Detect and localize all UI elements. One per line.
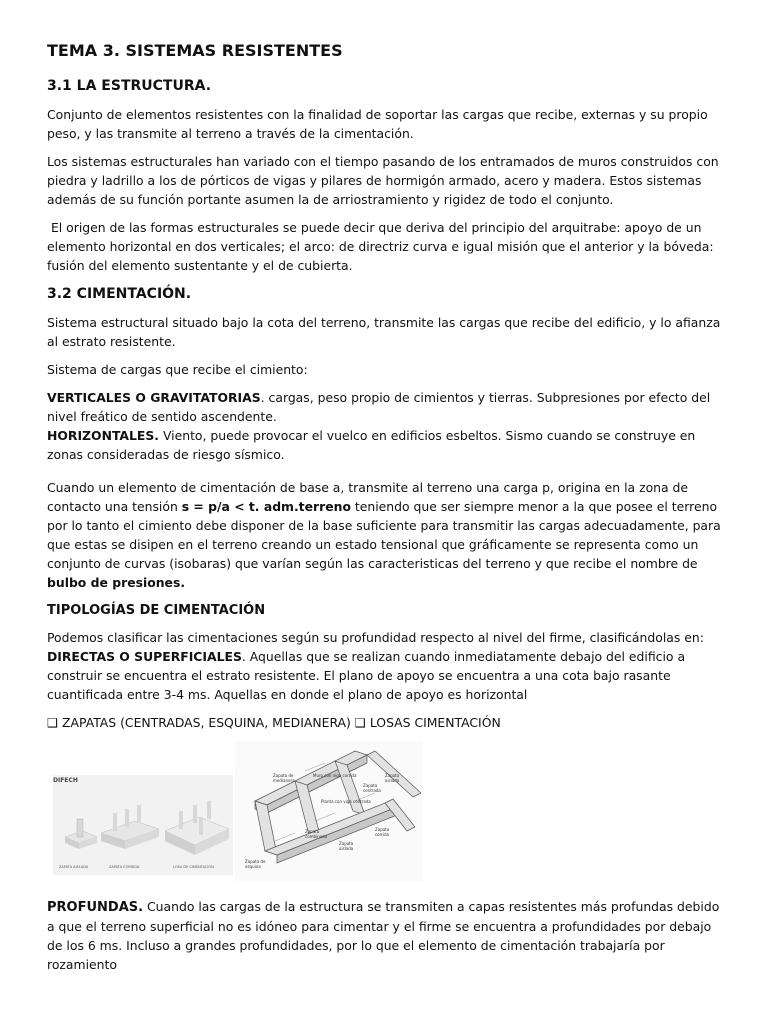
term-directas: DIRECTAS O SUPERFICIALES (47, 649, 242, 664)
svg-text:Zapata: Zapata (363, 783, 378, 788)
paragraph: Podemos clasificar las cimentaciones según su profundidad respecto al nivel del firme, clasificándolas en: (47, 630, 704, 645)
term-horizontales: HORIZONTALES. (47, 428, 160, 443)
paragraph-text: teniendo que ser siempre menor a la que posee el terreno por lo tanto el cimiento debe disponer de la base suficiente para transmitir las cargas adecuadamente, para que estas se disipen en el terreno creando un estado tensional que gráficamente se representa como un conjunto de curvas (isobaras) que varían según las caracteristicas del terreno y que recibe el nombre de (47, 499, 721, 571)
term-profundas: PROFUNDAS. (47, 900, 144, 915)
foundation-figures (47, 741, 727, 889)
paragraph-tension (47, 478, 727, 592)
section-heading-cimentacion: 3.2 CIMENTACIÓN. (47, 286, 192, 302)
paragraph (47, 218, 727, 275)
svg-text:Zapata: Zapata (385, 773, 400, 778)
svg-text:centrada: centrada (363, 788, 381, 793)
svg-text:Zapata: Zapata (339, 841, 354, 846)
svg-text:esquina: esquina (245, 864, 261, 869)
paragraph-directas (47, 647, 727, 704)
paragraph-text: Cuando las cargas de la estructura se transmiten a capas resistentes más profundas debido a que el terreno superficial no es idóneo para cimentar y el firme se encuentra a profundidades por debajo de los 6 ms. Incluso a grandes profundidades, por lo que el elemento de cimentación trabajaría por rozamiento (47, 899, 720, 972)
section-heading-tipologias: TIPOLOGÍAS DE CIMENTACIÓN (47, 603, 266, 618)
paragraph: Sistema estructural situado bajo la cota del terreno, transmite las cargas que recibe del edificio, y lo afianza al estrato resistente. (47, 315, 721, 349)
paragraph-text: . Aquellas que se realizan cuando inmediatamente debajo del edificio a construir se encuentra el estrato resistente. El plano de apoyo se encuentra a una cota bajo rasante cuantificada entre 3-4 ms. Aquellas en donde el plano de apoyo es horizontal (47, 649, 686, 702)
svg-text:Zapata: Zapata (305, 829, 320, 834)
svg-text:Zapata: Zapata (375, 827, 390, 832)
paragraph-profundas (47, 897, 727, 974)
paragraph: Conjunto de elementos resistentes con la finalidad de soportar las cargas que recibe, externas y su propio peso, y las transmite al terreno a través de la cimentación. (47, 107, 708, 141)
term-bulbo: bulbo de presiones. (47, 575, 186, 590)
paragraph-verticales (47, 388, 727, 426)
term-verticales: VERTICALES O GRAVITATORIAS (47, 390, 261, 405)
document-title: TEMA 3. SISTEMAS RESISTENTES (47, 41, 343, 60)
svg-text:Planta con viga centrada: Planta con viga centrada (321, 799, 371, 804)
figure-caption: ZAPATA CORRIDA (109, 865, 140, 869)
paragraph-horizontales (47, 426, 727, 464)
figure-caption: ZAPATA AISLADA (59, 865, 89, 869)
paragraph: Sistema de cargas que recibe el cimiento: (47, 362, 308, 377)
footings-illustration (53, 775, 233, 875)
svg-text:aislada: aislada (385, 778, 400, 783)
svg-text:Zapata de: Zapata de (245, 859, 266, 864)
svg-text:aislada: aislada (339, 846, 354, 851)
svg-text:Muro con viga corrida: Muro con viga corrida (313, 773, 357, 778)
svg-text:Zapata de: Zapata de (273, 773, 294, 778)
document-page (47, 40, 727, 983)
figure-logo: DIFECH (53, 777, 78, 784)
strip-foundation-illustration (235, 741, 423, 881)
formula: s = p/a < t. adm.terreno (181, 499, 351, 514)
svg-text:corrida: corrida (375, 832, 389, 837)
paragraph: Los sistemas estructurales han variado con el tiempo pasando de los entramados de muros construidos con piedra y ladrillo a los de pórticos de vigas y pilares de hormigón armado, acero y madera. Estos sistemas además de su función portante asumen la de arriostramiento y rigidez de todo el conjunto. (47, 154, 719, 207)
paragraph-text: Viento, puede provocar el vuelco en edificios esbeltos. Sismo cuando se construye en zonas consideradas de riesgo sísmico. (47, 428, 696, 462)
paragraph-text: . cargas, peso propio de cimientos y tierras. Subpresiones por efecto del nivel freático de sentido ascendente. (47, 390, 711, 424)
paragraph-text: Cuando un elemento de cimentación de base a, transmite al terreno una carga p, origina en la zona de contacto una tensión (47, 480, 689, 514)
paragraph-text: El origen de las formas estructurales se puede decir que deriva del principio del arquitrabe: apoyo de un elemento horizontal en dos verticales; el arco: de directriz curva e igual misión que el anterior y la bóveda: fusión del elemento sustentante y el de cubierta. (47, 220, 714, 273)
figure-caption: LOSA DE CIMENTACIÓN (173, 865, 214, 869)
svg-text:medianera: medianera (273, 778, 295, 783)
checklist-line: ❑ ZAPATAS (CENTRADAS, ESQUINA, MEDIANERA) ❑ LOSAS CIMENTACIÓN (47, 715, 501, 730)
section-heading-estructura: 3.1 LA ESTRUCTURA. (47, 78, 212, 94)
svg-text:combinada: combinada (305, 834, 328, 839)
